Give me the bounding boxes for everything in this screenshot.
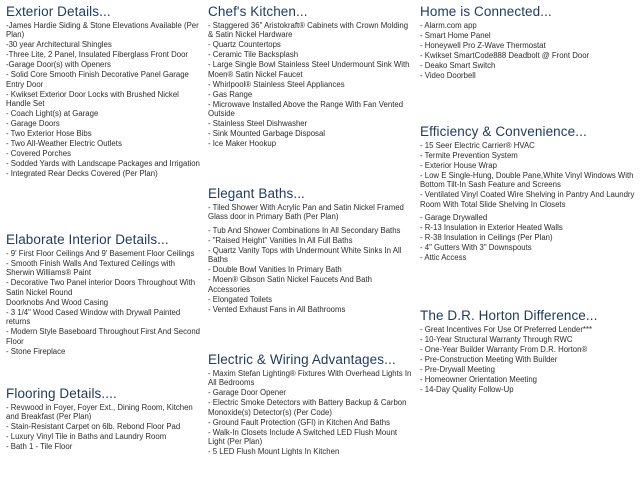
feature-list bbox=[420, 21, 636, 80]
list-item: - Vented Exhaust Fans in All Bathrooms bbox=[208, 304, 346, 314]
list-item: - Electric Smoke Detectors with Battery Backup & Carbon Monoxide(s) Detector(s) (Per Code) bbox=[208, 398, 407, 417]
feature-list bbox=[6, 403, 201, 452]
list-item: - Coach Light(s) at Garage bbox=[6, 109, 99, 119]
section-title: Elegant Baths... bbox=[208, 186, 305, 201]
list-item: Doorknobs And Wood Casing bbox=[6, 297, 109, 307]
list-item: - "Raised Height" Vanities In All Full Baths bbox=[208, 235, 353, 245]
list-item: - Microwave Installed Above the Range With Fan Vented Outside bbox=[208, 99, 404, 119]
list-item: - Modern Style Baseboard Throughout First And Second Floor bbox=[6, 327, 201, 346]
section-exterior bbox=[6, 4, 201, 179]
list-item: - Smooth Finish Walls And Textured Ceilings with Sherwin Williams® Paint bbox=[6, 259, 176, 278]
list-item: - Staggered 36" Aristokraft® Cabinets with Crown Molding & Satin Nickel Hardware bbox=[208, 21, 409, 40]
feature-list bbox=[208, 369, 414, 457]
list-item: - Decorative Two Panel interior Doors Throughout With Satin Nickel Round bbox=[6, 278, 196, 297]
list-item: - Moen® Gibson Satin Nickel Faucets And Bath Accessories bbox=[208, 275, 372, 294]
list-item: - Pre-Drywall Meeting bbox=[420, 365, 495, 374]
list-item: - Solid Core Smooth Finish Decorative Panel Garage Entry Door bbox=[6, 70, 189, 89]
list-item: - 9' First Floor Ceilings And 9' Basement Floor Ceilings bbox=[6, 249, 195, 258]
feature-list bbox=[6, 21, 201, 179]
feature-list bbox=[6, 249, 201, 356]
list-item: -Garage Door(s) with Openers bbox=[6, 60, 111, 70]
list-item: - R-13 Insulation in Exterior Heated Walls bbox=[420, 223, 563, 233]
list-item: - Quartz Countertops bbox=[208, 40, 281, 50]
list-item: - Termite Prevention System bbox=[420, 151, 518, 160]
section-efficiency bbox=[420, 124, 636, 263]
list-item: - Attic Access bbox=[420, 253, 467, 263]
list-item: - Sodded Yards with Landscape Packages and Irrigation bbox=[6, 159, 200, 169]
list-item: - Kwikset SmartCode888 Deadbolt @ Front Door bbox=[420, 51, 590, 60]
list-item: - Garage Doors bbox=[6, 119, 60, 129]
list-item: - Ground Fault Protection (GFI) in Kitchen And Baths bbox=[208, 417, 391, 427]
list-item: - Alarm.com app bbox=[420, 21, 477, 30]
list-item: - Revwood in Foyer, Foyer Ext., Dining Room, Kitchen and Breakfast (Per Plan) bbox=[6, 403, 193, 422]
list-item: - One-Year Builder Warranty From D.R. Horton® bbox=[420, 345, 588, 354]
list-item: - Kwikset Exterior Door Locks with Brushed Nickel Handle Set bbox=[6, 89, 179, 109]
feature-list bbox=[420, 325, 636, 394]
section-title: The D.R. Horton Difference... bbox=[420, 308, 598, 323]
list-item: - Ice Maker Hookup bbox=[208, 139, 277, 149]
section-electric bbox=[208, 352, 414, 457]
list-item: - R-38 Insulation in Ceilings (Per Plan) bbox=[420, 233, 553, 243]
list-item: - Walk-In Closets Include A Switched LED Flush Mount Light (Per Plan) bbox=[208, 427, 398, 447]
list-item: - Elongated Toilets bbox=[208, 294, 273, 304]
list-item: - Quartz Vanity Tops with Undermount White Sinks In All Baths bbox=[208, 245, 402, 265]
list-item: - Maxim Stefan Lighting® Fixtures With Overhead Lights In All Bedrooms bbox=[208, 369, 412, 388]
section-title: Chef's Kitchen... bbox=[208, 4, 308, 19]
list-item: - Bath 1 - Tile Floor bbox=[6, 442, 73, 452]
list-item: - 10-Year Structural Warranty Through RWC bbox=[420, 335, 573, 344]
list-item: - 4" Gutters With 3" Downspouts bbox=[420, 243, 532, 253]
list-item: - Large Single Bowl Stainless Steel Undermount Sink With Moen® Satin Nickel Faucet bbox=[208, 60, 410, 79]
list-item: - Pre-Construction Meeting With Builder bbox=[420, 355, 558, 364]
list-item: - Ventilated Vinyl Coated Wire Shelving in Pantry And Laundry Room With Total Slide Shelving In Closets bbox=[420, 190, 635, 209]
section-horton-difference bbox=[420, 308, 636, 395]
list-item: - Deako Smart Switch bbox=[420, 61, 496, 70]
section-title: Flooring Details.... bbox=[6, 386, 117, 401]
list-item: - Whirlpool® Stainless Steel Appliances bbox=[208, 79, 345, 89]
section-title: Home is Connected... bbox=[420, 4, 552, 19]
list-item: -30 year Architectural Shingles bbox=[6, 40, 112, 50]
list-item: - Garage Door Opener bbox=[208, 388, 287, 398]
list-item: - Integrated Rear Decks Covered (Per Plan) bbox=[6, 169, 158, 179]
list-item: - Tiled Shower With Acrylic Pan and Satin Nickel Framed Glass door in Primary Bath (Per Plan) bbox=[208, 203, 404, 222]
list-item: - 15 Seer Electric Carrier® HVAC bbox=[420, 141, 535, 150]
list-item: - Tub And Shower Combinations In All Secondary Baths bbox=[208, 225, 401, 235]
section-flooring bbox=[6, 386, 201, 452]
list-item: - 3 1/4" Wood Cased Window with Drywall Painted returns bbox=[6, 307, 181, 327]
list-item: - Gas Range bbox=[208, 89, 253, 99]
list-item: - 14-Day Quality Follow-Up bbox=[420, 385, 514, 394]
list-item: - Stone Fireplace bbox=[6, 346, 66, 356]
feature-list bbox=[208, 203, 414, 314]
section-baths bbox=[208, 186, 414, 315]
feature-list bbox=[420, 141, 636, 263]
list-item: - Two Exterior Hose Bibs bbox=[6, 129, 92, 139]
list-item: - Low E Single-Hung, Double Pane,White Vinyl Windows With Bottom Tilt-In Sash Feature and Screens bbox=[420, 171, 634, 190]
list-item: - Garage Drywalled bbox=[420, 213, 488, 223]
list-item: -James Hardie Siding & Stone Elevations Available (Per Plan) bbox=[6, 21, 199, 40]
list-item: - Ceramic Tile Backsplash bbox=[208, 50, 299, 60]
list-item: - Video Doorbell bbox=[420, 71, 476, 80]
list-item: - Sink Mounted Garbage Disposal bbox=[208, 129, 326, 139]
section-title: Exterior Details... bbox=[6, 4, 111, 19]
section-interior bbox=[6, 232, 201, 357]
list-item: - Luxury Vinyl Tile in Baths and Laundry Room bbox=[6, 432, 167, 442]
section-title: Electric & Wiring Advantages... bbox=[208, 352, 396, 367]
list-item: - Great Incentives For Use Of Preferred Lender*** bbox=[420, 325, 593, 334]
feature-list bbox=[208, 21, 414, 149]
list-item: - Double Bowl Vanities In Primary Bath bbox=[208, 265, 342, 275]
list-item: - Stainless Steel Dishwasher bbox=[208, 119, 308, 129]
list-item: - Honeywell Pro Z-Wave Thermostat bbox=[420, 41, 546, 50]
list-item: -Three Lite, 2 Panel, Insulated Fiberglass Front Door bbox=[6, 50, 189, 60]
list-item: - Smart Home Panel bbox=[420, 31, 491, 40]
list-item: - 5 LED Flush Mount Lights In Kitchen bbox=[208, 447, 340, 457]
section-home-connected bbox=[420, 4, 636, 81]
list-item: - Covered Porches bbox=[6, 149, 72, 159]
list-item: - Exterior House Wrap bbox=[420, 161, 497, 170]
section-title: Elaborate Interior Details... bbox=[6, 232, 169, 247]
section-kitchen bbox=[208, 4, 414, 149]
list-item: - Two All-Weather Electric Outlets bbox=[6, 139, 122, 149]
list-item: - Homeowner Orientation Meeting bbox=[420, 375, 538, 384]
list-item: - Stain-Resistant Carpet on 6lb. Rebond Floor Pad bbox=[6, 422, 181, 432]
section-title: Efficiency & Convenience... bbox=[420, 124, 587, 139]
